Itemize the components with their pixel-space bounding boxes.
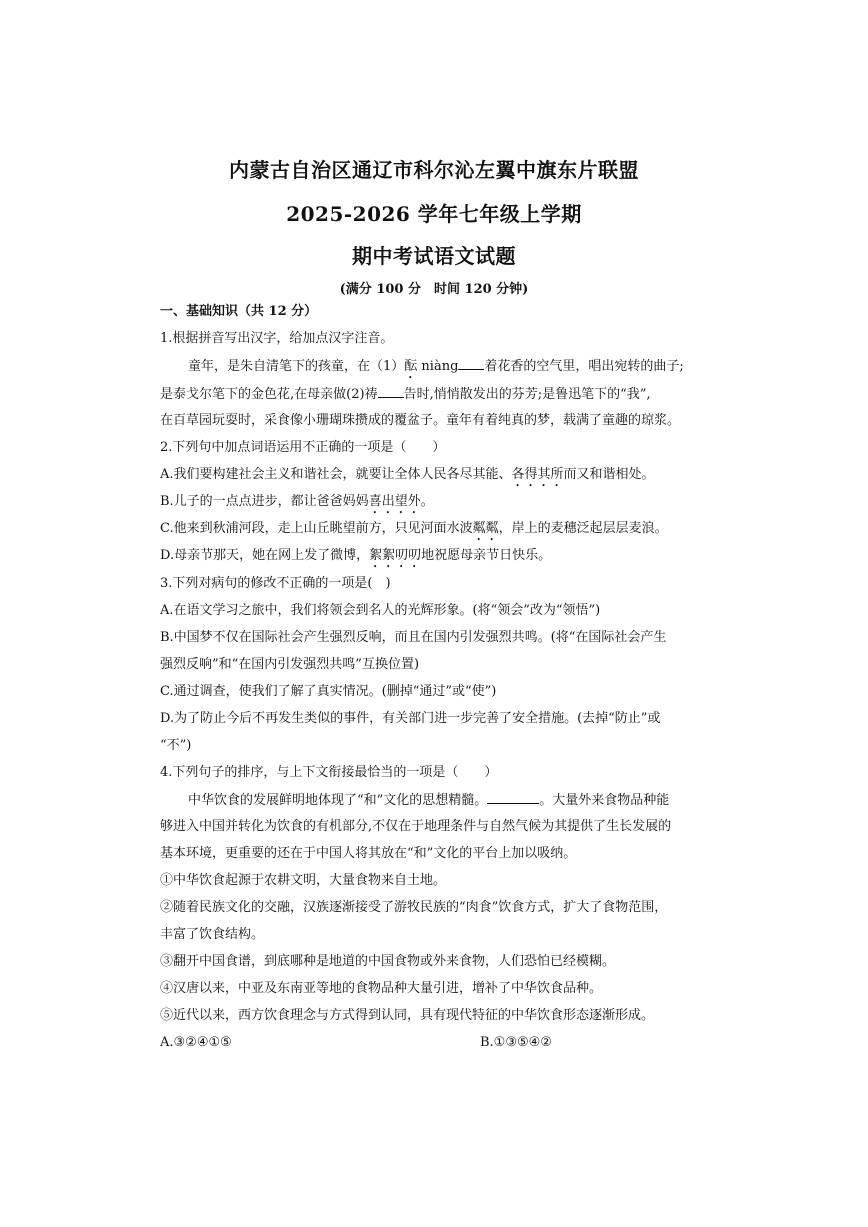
question-3-option-b-cont: 强烈反响”和“在国内引发强烈共鸣”互换位置) bbox=[160, 657, 420, 672]
option-text: A.我们要构建社会主义和谐社会，就要让全体人民各尽其能、 bbox=[160, 467, 512, 482]
answer-blank[interactable] bbox=[487, 791, 539, 804]
exam-title-year: 2025-2026 学年七年级上学期 bbox=[286, 202, 582, 226]
question-1-stem: 1.根据拼音写出汉字，给加点汉字注音。 bbox=[160, 331, 394, 346]
question-2-stem: 2.下列句中加点词语运用不正确的一项是（ ） bbox=[160, 440, 446, 455]
sentence-4: ④汉唐以来，中亚及东南亚等地的食物品种大量引进，增补了中华饮食品种。 bbox=[160, 981, 603, 996]
question-4-passage-line: 够进入中国并转化为饮食的有机部分,不仅在于地理条件与自然气候为其提供了生长发展的 bbox=[160, 819, 672, 834]
section-heading: 一、基础知识（共 12 分） bbox=[160, 304, 318, 319]
question-3-option-c: C.通过调查，使我们了解了真实情况。(删掉“通过”或“使”) bbox=[160, 684, 497, 699]
dotted-phrase: 絮絮叨叨 bbox=[369, 548, 422, 563]
question-4-passage-line bbox=[188, 791, 736, 810]
sentence-3: ③翻开中国食谱，到底哪种是地道的中国食物或外来食物，人们恐怕已经模糊。 bbox=[160, 954, 616, 969]
question-3-option-a: A.在语文学习之旅中，我们将领会到名人的光辉形象。(将“领会”改为“领悟”) bbox=[160, 603, 601, 618]
question-2-option-c bbox=[160, 520, 708, 544]
question-1-passage-line bbox=[188, 357, 736, 382]
question-4-passage-line: 基本环境，更重要的还在于中国人将其放在“和”文化的平台上加以吸纳。 bbox=[160, 846, 577, 861]
dotted-phrase: 喜出望外 bbox=[368, 494, 421, 509]
option-text: 。 bbox=[420, 494, 434, 509]
exam-title-region: 内蒙古自治区通辽市科尔沁左翼中旗东片联盟 bbox=[229, 158, 639, 182]
question-3-option-d-cont: “不”) bbox=[160, 738, 192, 753]
sentence-2-cont: 丰富了饮食结构。 bbox=[160, 927, 265, 942]
question-2-option-b bbox=[160, 493, 708, 517]
exam-title-subject: 期中考试语文试题 bbox=[352, 244, 516, 268]
question-3-stem: 3.下列对病句的修改不正确的一项是( ) bbox=[160, 576, 391, 591]
exam-score-time: (满分 100 分 时间 120 分钟) bbox=[339, 282, 529, 297]
question-2-option-d bbox=[160, 547, 708, 571]
passage-text: 中华饮食的发展鲜明地体现了“和”文化的思想精髓。 bbox=[188, 793, 488, 808]
passage-text: 着花香的空气里，唱出宛转的曲子; bbox=[484, 359, 684, 374]
question-4-option-b: B.①③⑤④② bbox=[480, 1035, 552, 1050]
passage-text: 是泰戈尔笔下的金色花,在母亲做(2)祷 bbox=[160, 387, 378, 402]
option-text: B.儿子的一点点进步，都让爸爸妈妈 bbox=[160, 494, 369, 509]
question-4-option-a: A.③②④①⑤ bbox=[160, 1035, 232, 1050]
dotted-phrase: 粼粼 bbox=[472, 521, 499, 536]
dotted-char: 酝 bbox=[404, 359, 418, 374]
passage-text: 告时,悄悄散发出的芬芳;是鲁迅笔下的“我”, bbox=[403, 387, 651, 402]
question-3-option-b: B.中国梦不仅在国际社会产生强烈反响，而且在国内引发强烈共鸣。(将“在国际社会产生 bbox=[160, 630, 667, 645]
question-1-passage-line bbox=[160, 385, 708, 404]
question-1-passage-line: 在百草园玩耍时，采食像小珊瑚珠攒成的覆盆子。童年有着纯真的梦，载满了童趣的琼浆。 bbox=[160, 413, 681, 428]
answer-blank[interactable] bbox=[458, 357, 484, 370]
passage-text: 。大量外来食物品种能 bbox=[539, 793, 670, 808]
passage-text: 童年，是朱自清笔下的孩童，在（1） bbox=[188, 359, 405, 374]
question-3-option-d: D.为了防止今后不再发生类似的事件，有关部门进一步完善了安全措施。(去掉“防止”或 bbox=[160, 711, 661, 726]
sentence-2: ②随着民族文化的交融，汉族逐渐接受了游牧民族的“肉食”饮食方式，扩大了食物范围， bbox=[160, 900, 668, 915]
question-2-option-a bbox=[160, 466, 708, 490]
sentence-1: ①中华饮食起源于农耕文明，大量食物来自土地。 bbox=[160, 873, 447, 888]
option-text: ，岸上的麦穗泛起层层麦浪。 bbox=[498, 521, 668, 536]
sentence-5: ⑤近代以来，西方饮食理念与方式得到认同，具有现代特征的中华饮食形态逐渐形成。 bbox=[160, 1008, 655, 1023]
option-text: 地祝愿母亲节日快乐。 bbox=[421, 548, 552, 563]
question-4-stem: 4.下列句子的排序，与上下文衔接最恰当的一项是（ ） bbox=[160, 765, 498, 780]
dotted-phrase: 各得其所 bbox=[511, 467, 564, 482]
option-text: C.他来到秋浦河段，走上山丘眺望前方，只见河面水波 bbox=[160, 521, 473, 536]
option-text: 而又和谐相处。 bbox=[563, 467, 655, 482]
pinyin: niàng bbox=[417, 359, 459, 374]
answer-blank[interactable] bbox=[378, 385, 404, 398]
option-text: D.母亲节那天，她在网上发了微博， bbox=[160, 548, 370, 563]
